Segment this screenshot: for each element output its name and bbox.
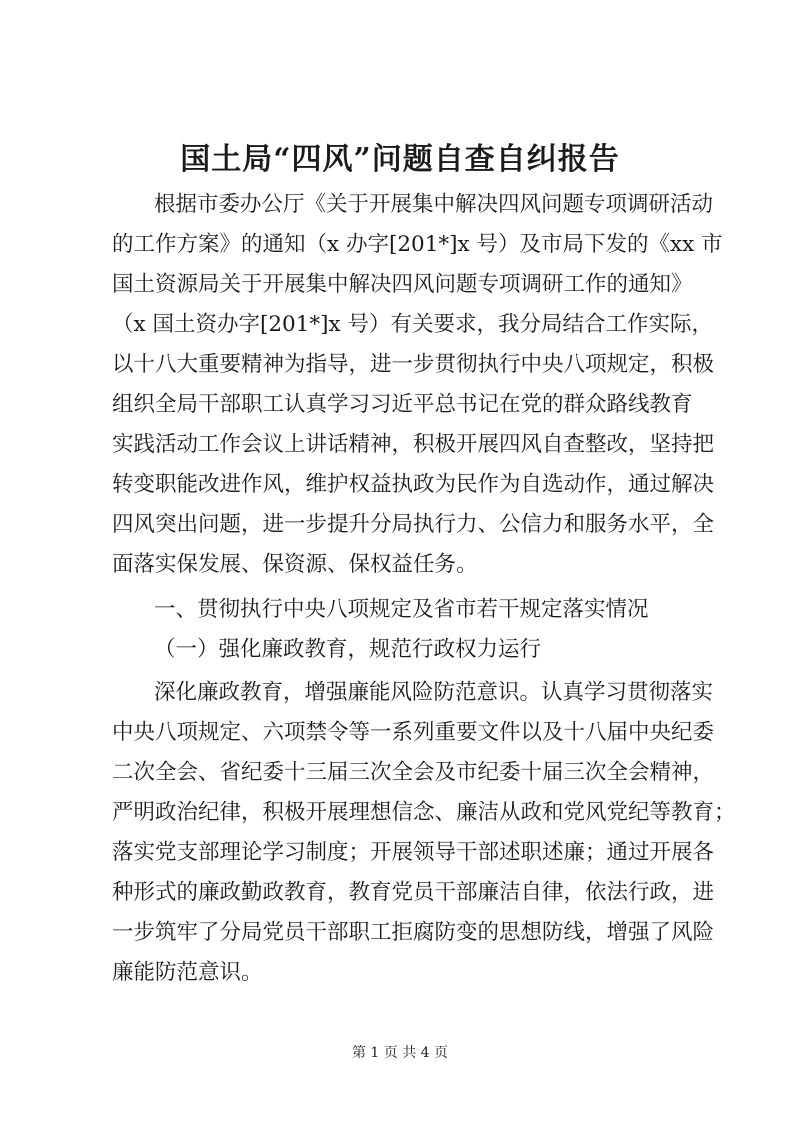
paragraph-line: 中央八项规定、六项禁令等一系列重要文件以及十八届中央纪委 [112,720,715,745]
paragraph-line: 深化廉政教育，增强廉能风险防范意识。认真学习贯彻落实 [154,680,714,705]
paragraph-line: 以十八大重要精神为指导，进一步贯彻执行中央八项规定，积极 [112,352,715,377]
paragraph-line: 二次全会、省纪委十三届三次全会及市纪委十届三次全会精神， [112,760,715,785]
paragraph-line: 严明政治纪律，积极开展理想信念、廉洁从政和党风党纪等教育； [112,800,736,825]
paragraph-line: 转变职能改进作风，维护权益执政为民作为自选动作，通过解决 [112,472,715,497]
paragraph-line: 根据市委办公厅《关于开展集中解决四风问题专项调研活动 [154,192,714,217]
paragraph-line: 落实党支部理论学习制度；开展领导干部述职述廉；通过开展各 [112,840,715,865]
paragraph-line: 组织全局干部职工认真学习习近平总书记在党的群众路线教育 [112,392,693,417]
paragraph-line: 面落实保发展、保资源、保权益任务。 [112,552,478,577]
paragraph-line: 一步筑牢了分局党员干部职工拒腐防变的思想防线，增强了风险 [112,920,715,945]
document-title: 国土局“四风”问题自查自纠报告 [180,142,620,177]
paragraph-line: 四风突出问题，进一步提升分局执行力、公信力和服务水平，全 [112,512,715,537]
page-footer: 第 1 页 共 4 页 [351,1045,449,1061]
subsection-heading: （一）强化廉政教育，规范行政权力运行 [154,637,542,662]
paragraph-line: 种形式的廉政勤政教育，教育党员干部廉洁自律，依法行政，进 [112,880,715,905]
paragraph-line: 实践活动工作会议上讲话精神，积极开展四风自查整改，坚持把 [112,432,715,457]
paragraph-line: 国土资源局关于开展集中解决四风问题专项调研工作的通知》 [112,272,693,297]
paragraph-line: 廉能防范意识。 [112,960,263,985]
paragraph-line: 的工作方案》的通知（x 办字[201*]x 号）及市局下发的《xx 市 [112,232,723,257]
section-heading: 一、贯彻执行中央八项规定及省市若干规定落实情况 [154,597,649,622]
paragraph-line: （x 国土资办字[201*]x 号）有关要求，我分局结合工作实际， [112,312,713,337]
